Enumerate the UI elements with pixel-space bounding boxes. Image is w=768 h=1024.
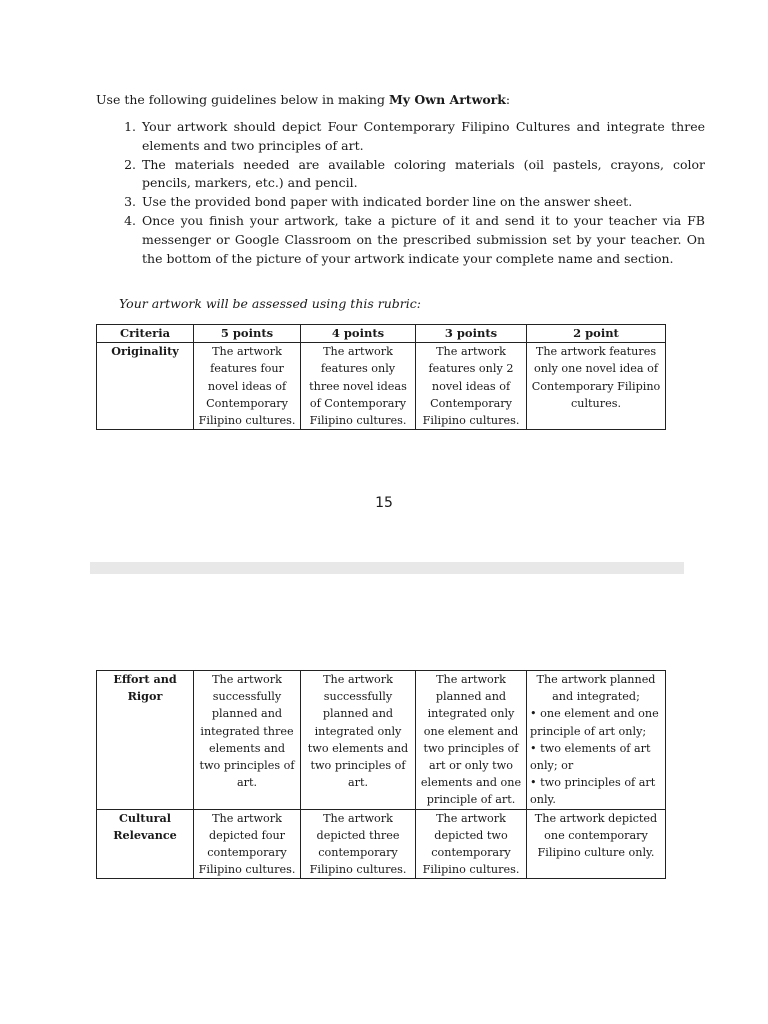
table-cell: The artwork features only 2 novel ideas of Contemporary Filipino cultures. xyxy=(416,343,527,430)
artwork-title: My Own Artwork xyxy=(388,92,506,107)
guideline-item: 3. Use the provided bond paper with indicated border line on the answer sheet. xyxy=(140,193,705,212)
header-2-point: 2 point xyxy=(527,325,666,343)
table-cell xyxy=(527,671,666,810)
table-cell: The artwork features only one novel idea of Contemporary Filipino cultures. xyxy=(527,343,666,430)
rubric-header-row xyxy=(97,325,666,343)
guideline-item: 1. Your artwork should depict Four Contemporary Filipino Cultures and integrate three elements and two principles of art. xyxy=(140,118,705,156)
header-4-points: 4 points xyxy=(301,325,416,343)
page-separator xyxy=(90,562,684,574)
guideline-item: 4. Once you finish your artwork, take a picture of it and send it to your teacher via FB messenger or Google Classroom on the prescribed submission set by your teacher. On the bottom of the picture of your artwork indicate your complete name and section. xyxy=(140,212,705,268)
criteria-effort-and-rigor: Effort and Rigor xyxy=(97,671,194,810)
list-item: • one element and one principle of art only; xyxy=(530,707,659,738)
table-cell: The artwork features four novel ideas of Contemporary Filipino cultures. xyxy=(194,343,301,430)
header-5-points: 5 points xyxy=(194,325,301,343)
table-cell: The artwork depicted four contemporary Filipino cultures. xyxy=(194,809,301,879)
table-cell: The artwork successfully planned and integrated three elements and two principles of art. xyxy=(194,671,301,810)
rubric-note: Your artwork will be assessed using this rubric: xyxy=(119,296,421,311)
table-cell: The artwork depicted two contemporary Filipino cultures. xyxy=(416,809,527,879)
criteria-cultural-relevance: Cultural Relevance xyxy=(97,809,194,879)
guidelines-list xyxy=(110,118,705,268)
cell-lead-text: The artwork planned and integrated; xyxy=(536,673,656,704)
table-cell: The artwork planned and integrated only one element and two principles of art or only two elements and one principle of art. xyxy=(416,671,527,810)
list-item: • two principles of art only. xyxy=(530,776,656,807)
table-cell: The artwork successfully planned and integrated only two elements and two principles of art. xyxy=(301,671,416,810)
table-cell: The artwork depicted three contemporary Filipino cultures. xyxy=(301,809,416,879)
table-row xyxy=(97,343,666,430)
table-row xyxy=(97,809,666,879)
header-criteria: Criteria xyxy=(97,325,194,343)
table-cell: The artwork depicted one contemporary Filipino culture only. xyxy=(527,809,666,879)
page-number: 15 xyxy=(375,495,393,511)
criteria-originality: Originality xyxy=(97,343,194,430)
table-cell: The artwork features only three novel ideas of Contemporary Filipino cultures. xyxy=(301,343,416,430)
guideline-item: 2. The materials needed are available coloring materials (oil pastels, crayons, color pencils, markers, etc.) and pencil. xyxy=(140,156,705,194)
guidelines-intro: Use the following guidelines below in making My Own Artwork: xyxy=(96,92,511,107)
header-3-points: 3 points xyxy=(416,325,527,343)
table-row xyxy=(97,671,666,810)
list-item: • two elements of art only; or xyxy=(530,741,651,773)
rubric-table-part-1 xyxy=(96,324,666,430)
rubric-table-part-2 xyxy=(96,670,666,879)
